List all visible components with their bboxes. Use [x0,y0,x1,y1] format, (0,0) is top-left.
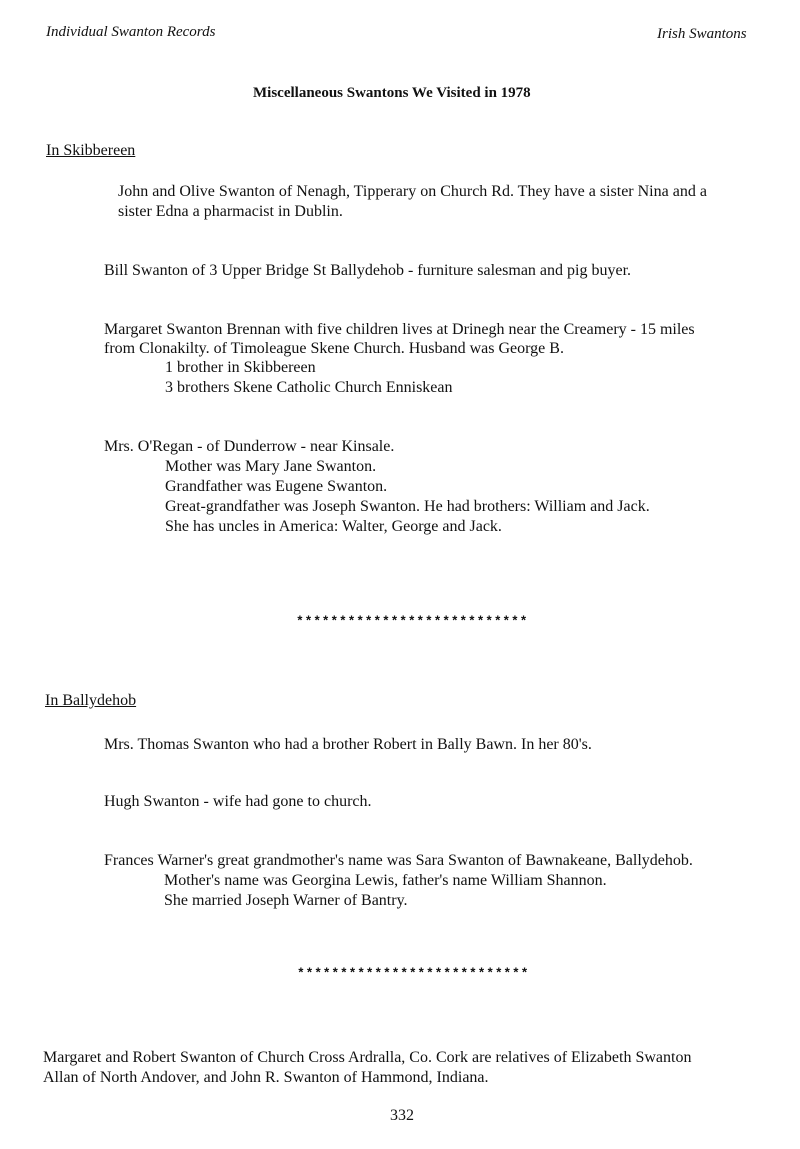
header-right: Irish Swantons [657,26,747,42]
separator: *************************** [297,966,530,981]
separator: *************************** [296,614,529,629]
entry-line: 1 brother in Skibbereen [165,359,316,376]
entry-line: Bill Swanton of 3 Upper Bridge St Ballydehob - furniture salesman and pig buyer. [104,262,632,279]
entry-line: Margaret Swanton Brennan with five children lives at Drinegh near the Creamery - 15 miles [104,321,695,338]
entry-line: 3 brothers Skene Catholic Church Enniskean [165,379,453,396]
entry-line: from Clonakilty. of Timoleague Skene Church. Husband was George B. [104,340,564,357]
entry-line: Grandfather was Eugene Swanton. [165,478,388,495]
section-heading-skibbereen: In Skibbereen [46,142,136,159]
entry-line: Frances Warner's great grandmother's name was Sara Swanton of Bawnakeane, Ballydehob. [104,852,693,869]
page-title: Miscellaneous Swantons We Visited in 1978 [253,85,531,101]
entry-line: sister Edna a pharmacist in Dublin. [118,203,343,220]
footer-paragraph-line: Allan of North Andover, and John R. Swanton of Hammond, Indiana. [43,1069,489,1086]
page-number: 332 [390,1107,414,1124]
header-left: Individual Swanton Records [46,24,216,40]
entry-line: She has uncles in America: Walter, George and Jack. [165,518,502,535]
entry-line: Great-grandfather was Joseph Swanton. He had brothers: William and Jack. [165,498,650,515]
entry-line: Mrs. Thomas Swanton who had a brother Robert in Bally Bawn. In her 80's. [104,736,592,753]
footer-paragraph-line: Margaret and Robert Swanton of Church Cross Ardralla, Co. Cork are relatives of Elizabeth Swanton [43,1049,692,1066]
entry-line: Mother's name was Georgina Lewis, father's name William Shannon. [164,872,607,889]
entry-line: Mrs. O'Regan - of Dunderrow - near Kinsale. [104,438,395,455]
entry-line: She married Joseph Warner of Bantry. [164,892,408,909]
section-heading-ballydehob: In Ballydehob [45,692,137,709]
entry-line: John and Olive Swanton of Nenagh, Tipperary on Church Rd. They have a sister Nina and a [118,183,707,200]
entry-line: Hugh Swanton - wife had gone to church. [104,793,372,810]
entry-line: Mother was Mary Jane Swanton. [165,458,377,475]
